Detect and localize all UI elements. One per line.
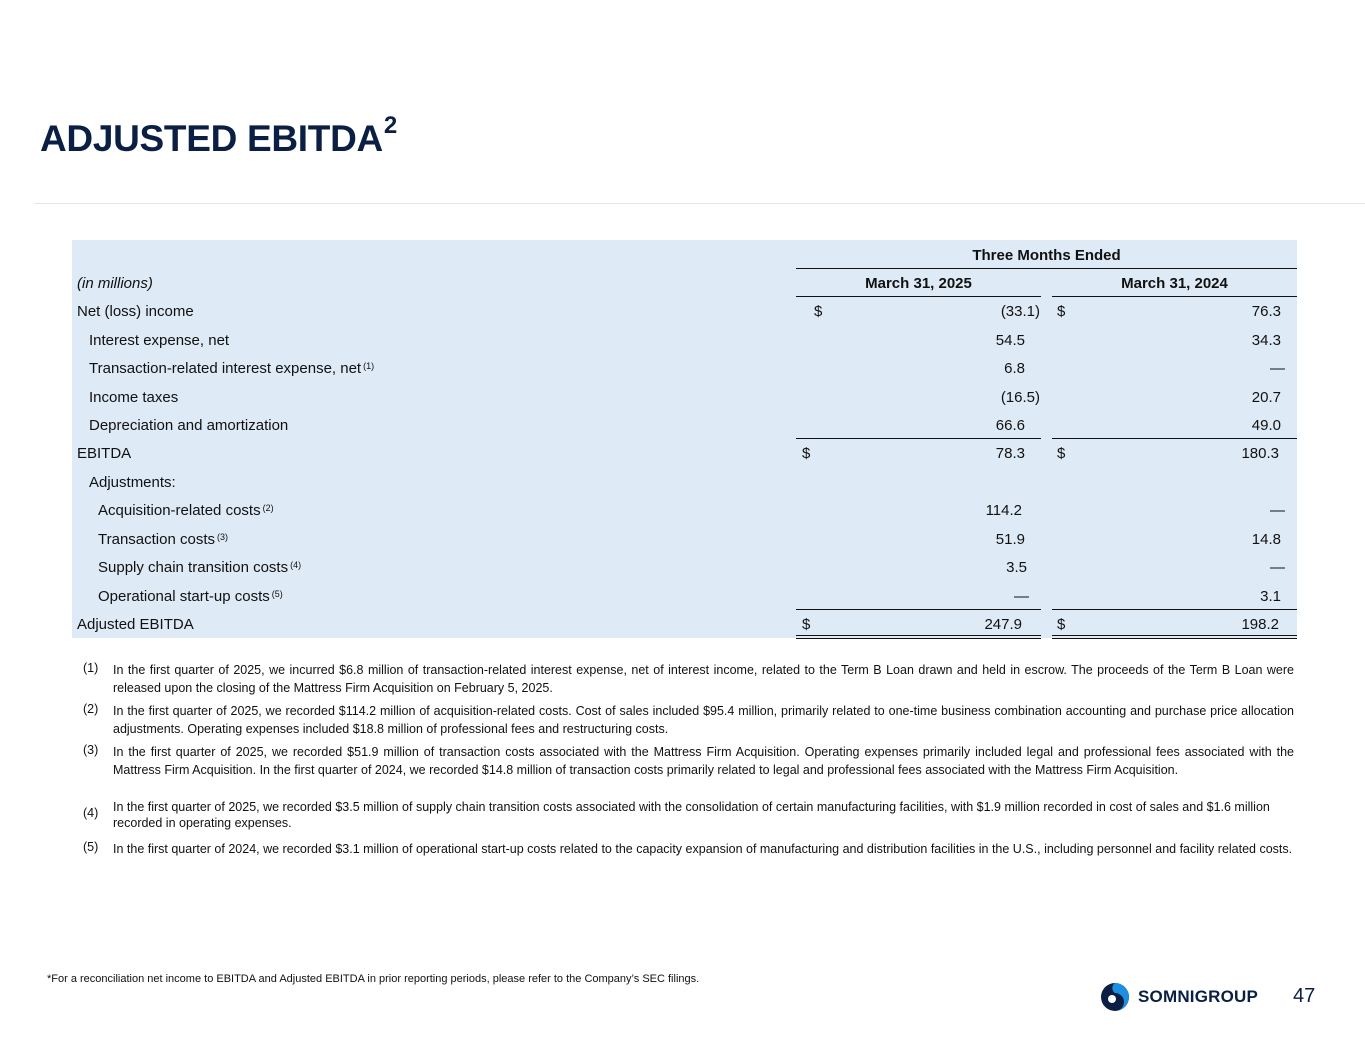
page-title: ADJUSTED EBITDA$^2$	[40, 112, 397, 159]
value-2025: 54.5	[995, 332, 1025, 349]
logo-text: SOMNIGROUP	[1138, 987, 1259, 1006]
footnote-marker: (1)	[83, 661, 99, 675]
value-2025: 114.2	[985, 502, 1022, 519]
footnote-ref: (4)	[290, 560, 302, 570]
col-header-2025: March 31, 2025	[865, 275, 972, 292]
value-2024: —	[1270, 360, 1285, 377]
value-2025: —	[1014, 588, 1029, 605]
value-2024: 3.1	[1260, 588, 1281, 605]
currency-symbol: $	[1057, 445, 1066, 462]
value-2024: 49.0	[1251, 417, 1281, 434]
footer-note: *For a reconciliation net income to EBITDA and Adjusted EBITDA in prior reporting periods, please refer to the Company’s SEC filings.	[47, 973, 700, 985]
subtotal-rule	[1052, 438, 1297, 439]
value-2024: 20.7	[1251, 389, 1281, 406]
table-row-label: Transaction costs $^{(3)}$	[98, 531, 228, 548]
currency-symbol: $	[802, 445, 811, 462]
currency-symbol: $	[1057, 616, 1066, 633]
table-row-label: Income taxes	[89, 389, 179, 406]
footnote-ref: (3)	[217, 532, 228, 542]
currency-symbol: $	[1057, 303, 1066, 320]
value-2025: 78.3	[995, 445, 1025, 462]
footnote-marker: (4)	[83, 806, 99, 820]
col-header-rule	[796, 296, 1041, 297]
table-row-label: Interest expense, net	[89, 332, 230, 349]
value-2025: 6.8	[1004, 360, 1025, 377]
currency-symbol: $	[814, 303, 823, 320]
subtotal-rule	[796, 438, 1041, 439]
table-row-label: Depreciation and amortization	[89, 417, 289, 434]
col-header-2024: March 31, 2024	[1121, 275, 1228, 292]
currency-symbol: $	[802, 616, 811, 633]
value-2025: 247.9	[984, 616, 1022, 633]
title-superscript: 2	[383, 112, 397, 139]
footnote-marker: (3)	[83, 743, 99, 757]
table-row-label: Transaction-related interest expense, net $^{(1)}$	[89, 360, 375, 377]
value-2025: 51.9	[995, 531, 1025, 548]
value-2024: 180.3	[1241, 445, 1279, 462]
footnote-ref: (5)	[271, 589, 283, 599]
double-underline	[796, 635, 1041, 639]
footnote-text: In the first quarter of 2025, we incurred $6.8 million of transaction-related interest expense, net of interest income, related to the Term B Loan drawn and held in escrow. The proceeds of the Term B Loan were released upon the closing of the Mattress Firm Acquisition on February 5, 2025.	[113, 663, 1294, 695]
page-number: 47	[1293, 985, 1316, 1007]
value-2024: 76.3	[1251, 303, 1281, 320]
logo-mark-icon	[1100, 977, 1132, 1017]
table-row-label: EBITDA	[77, 445, 132, 462]
title-divider	[34, 203, 1365, 204]
unit-label: (in millions)	[77, 275, 153, 292]
value-2024: 198.2	[1241, 616, 1279, 633]
table-row-label: Adjustments:	[89, 474, 176, 491]
footnote-marker: (2)	[83, 702, 99, 716]
value-2024: —	[1270, 502, 1285, 519]
company-logo	[1100, 977, 1258, 1017]
ebitda-table	[72, 240, 1297, 638]
total-rule	[796, 609, 1041, 610]
footnote-text: In the first quarter of 2024, we recorded $3.1 million of operational start-up costs related to the capacity expansion of manufacturing and distribution facilities in the U.S., including personnel and facility related costs.	[113, 842, 1293, 856]
value-2025: (33.1)	[1000, 303, 1040, 320]
value-2025: (16.5)	[1000, 389, 1040, 406]
period-header-rule	[796, 268, 1297, 269]
value-2025: 3.5	[1006, 559, 1027, 576]
value-2024: —	[1270, 559, 1285, 576]
footnote-text: In the first quarter of 2025, we recorded $3.5 million of supply chain transition costs associated with the consolidation of certain manufacturing facilities, with $1.9 million recorded in cost of sales and $1.6 million recorded in operating expenses.	[113, 800, 1270, 830]
period-header: Three Months Ended	[972, 247, 1121, 264]
table-row-label: Adjusted EBITDA	[77, 616, 194, 633]
footnote-text: In the first quarter of 2025, we recorded $51.9 million of transaction costs associated with the Mattress Firm Acquisition. Operating expenses primarily included legal and professional fees associated with the Mattress Firm Acquisition. In the first quarter of 2024, we recorded $14.8 million of transaction costs primarily related to legal and professional fees associated with the Mattress Firm Acquisition.	[113, 745, 1294, 777]
table-row-label: Net (loss) income	[77, 303, 194, 320]
value-2024: 34.3	[1251, 332, 1281, 349]
table-row-label: Acquisition-related costs $^{(2)}$	[98, 502, 274, 519]
double-underline	[1052, 635, 1297, 639]
table-row-label: Supply chain transition costs $^{(4)}$	[98, 559, 302, 576]
value-2025: 66.6	[995, 417, 1025, 434]
total-rule	[1052, 609, 1297, 610]
value-2024: 14.8	[1251, 531, 1281, 548]
footnote-ref: (2)	[262, 503, 274, 513]
table-row-label: Operational start-up costs $^{(5)}$	[98, 588, 283, 605]
footnote-ref: (1)	[363, 361, 375, 371]
footnote-text: In the first quarter of 2025, we recorded $114.2 million of acquisition-related costs. Cost of sales included $95.4 million, primarily related to one-time business combination accounting and purchase price allocation adjustments. Operating expenses included $18.8 million of professional fees and restructuring costs.	[113, 704, 1294, 736]
col-header-rule	[1052, 296, 1297, 297]
footnote-marker: (5)	[83, 840, 99, 854]
